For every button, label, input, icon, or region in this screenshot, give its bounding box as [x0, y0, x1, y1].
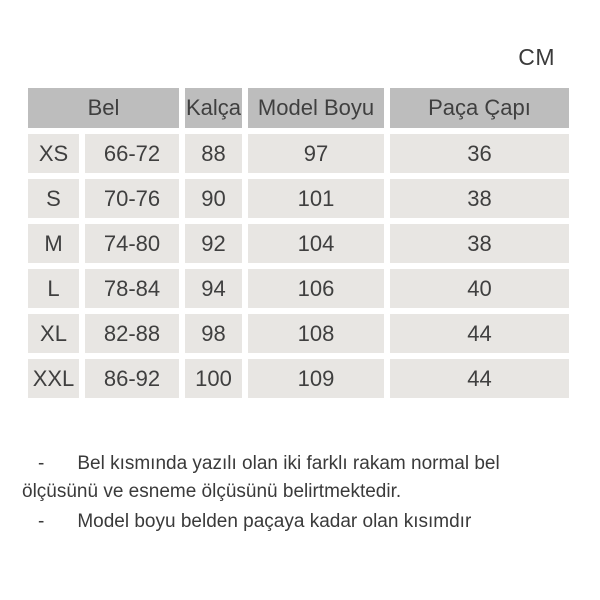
table-row-xxl [28, 359, 569, 398]
kalca-cell: 90 [185, 179, 242, 218]
footnote-model-boyu [22, 508, 588, 536]
bel-cell: 78-84 [85, 269, 179, 308]
bullet-dash: - [38, 453, 45, 474]
table-row-xs [28, 134, 569, 173]
size-table [22, 82, 575, 404]
kalca-cell: 92 [185, 224, 242, 263]
column-header-paca-capi: Paça Çapı [390, 88, 569, 128]
table-row-m [28, 224, 569, 263]
model-boyu-cell: 108 [248, 314, 384, 353]
size-cell: XS [28, 134, 79, 173]
size-cell: M [28, 224, 79, 263]
size-cell: S [28, 179, 79, 218]
kalca-cell: 88 [185, 134, 242, 173]
paca-capi-cell: 38 [390, 224, 569, 263]
paca-capi-cell: 44 [390, 314, 569, 353]
table-row-l [28, 269, 569, 308]
model-boyu-cell: 106 [248, 269, 384, 308]
bel-cell: 66-72 [85, 134, 179, 173]
footnote-line: ölçüsünü ve esneme ölçüsünü belirtmektedir. [22, 481, 402, 502]
paca-capi-cell: 40 [390, 269, 569, 308]
bullet-dash: - [38, 511, 45, 532]
footnote-line: Model boyu belden paçaya kadar olan kısımdır [77, 511, 472, 532]
paca-capi-cell: 38 [390, 179, 569, 218]
model-boyu-cell: 101 [248, 179, 384, 218]
paca-capi-cell: 36 [390, 134, 569, 173]
footnotes [22, 450, 588, 538]
model-boyu-cell: 109 [248, 359, 384, 398]
kalca-cell: 98 [185, 314, 242, 353]
size-cell: XL [28, 314, 79, 353]
footnote-line: Bel kısmında yazılı olan iki farklı rakam normal bel [77, 453, 500, 474]
column-header-kalca: Kalça [185, 88, 242, 128]
size-cell: XXL [28, 359, 79, 398]
kalca-cell: 100 [185, 359, 242, 398]
model-boyu-cell: 104 [248, 224, 384, 263]
paca-capi-cell: 44 [390, 359, 569, 398]
bel-cell: 86-92 [85, 359, 179, 398]
kalca-cell: 94 [185, 269, 242, 308]
unit-label: CM [518, 44, 555, 70]
column-header-bel: Bel [28, 88, 179, 128]
footnote-bel [22, 450, 588, 506]
bel-cell: 82-88 [85, 314, 179, 353]
column-header-model-boyu: Model Boyu [248, 88, 384, 128]
model-boyu-cell: 97 [248, 134, 384, 173]
header-row [28, 88, 569, 128]
size-cell: L [28, 269, 79, 308]
table-row-s [28, 179, 569, 218]
table-row-xl [28, 314, 569, 353]
bel-cell: 70-76 [85, 179, 179, 218]
bel-cell: 74-80 [85, 224, 179, 263]
